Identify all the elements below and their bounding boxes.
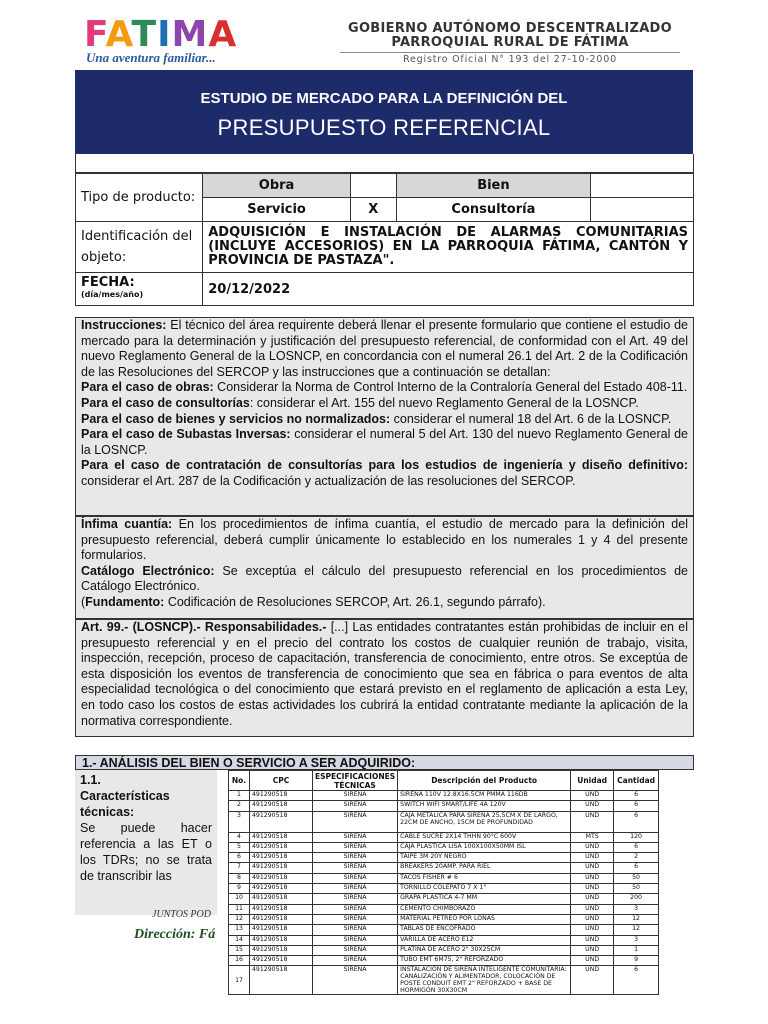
row-unit: UND xyxy=(571,801,614,811)
row-no: 1 xyxy=(229,791,250,801)
fundamento-lead: Fundamento: xyxy=(85,594,165,609)
table-row xyxy=(229,873,659,883)
row-cpc: 491290518 xyxy=(250,894,313,904)
table-row xyxy=(229,832,659,842)
row-specs: SIRENA xyxy=(313,894,398,904)
option-bien: Bien xyxy=(396,174,590,198)
row-quantity: 9 xyxy=(614,956,659,966)
row-quantity: 2 xyxy=(614,853,659,863)
row-quantity: 120 xyxy=(614,832,659,842)
obras-text: Considerar la Norma de Control Interno de la Contraloría General del Estado 408-11. xyxy=(213,380,688,395)
table-row xyxy=(229,945,659,955)
table-row xyxy=(229,956,659,966)
table-row xyxy=(229,935,659,945)
gov-line-2: PARROQUIAL RURAL DE FÁTIMA xyxy=(391,35,629,50)
row-cpc: 491290518 xyxy=(250,914,313,924)
product-table-header xyxy=(229,771,659,791)
bienes-lead: Para el caso de bienes y servicios no normalizados: xyxy=(81,411,391,426)
row-description: TACOS FISHER # 6 xyxy=(398,873,571,883)
row-no: 17 xyxy=(229,966,250,995)
ingenieria-text: considerar el Art. 287 de la Codificación y actualización de las resoluciones del SERCOP. xyxy=(81,473,576,488)
row-description: CAJA METÁLICA PARA SIRENA 25,5CM X DE LARGO, 22CM DE ANCHO, 15CM DE PROFUNDIDAD xyxy=(398,811,571,832)
catalogo-lead: Catálogo Electrónico: xyxy=(81,563,215,578)
table-row xyxy=(229,894,659,904)
row-specs: SIRENA xyxy=(313,832,398,842)
obras-lead: Para el caso de obras: xyxy=(81,380,214,395)
ingenieria-lead: Para el caso de contratación de consultorías para los estudios de ingeniería y diseño definitivo: xyxy=(81,458,688,473)
obra-check xyxy=(350,174,396,198)
row-quantity: 6 xyxy=(614,966,659,995)
row-unit: UND xyxy=(571,945,614,955)
fecha-label: FECHA: xyxy=(81,275,135,290)
consultorias-text: : considerar el Art. 155 del nuevo Reglamento General de la LOSNCP. xyxy=(249,395,639,410)
caracteristicas-text: Se puede hacer referencia a las ET o los TDRs; no se trata de transcribir las xyxy=(80,821,212,883)
gov-registry: Registro Oficial N° 193 del 27-10-2000 xyxy=(340,52,680,67)
row-description: CAJA PLÁSTICA LISA 100X100X50MM ISL xyxy=(398,842,571,852)
row-unit: UND xyxy=(571,791,614,801)
row-specs: SIRENA xyxy=(313,935,398,945)
table-row xyxy=(229,801,659,811)
row-specs: SIRENA xyxy=(313,811,398,832)
subastas-text: considerar el numeral 5 del Art. 130 del nuevo Reglamento General de la LOSNCP. xyxy=(81,427,689,457)
identificacion-label: Identificación del objeto: xyxy=(76,222,203,273)
row-quantity: 6 xyxy=(614,842,659,852)
letterhead xyxy=(0,0,768,70)
infima-text: En los procedimientos de ínfima cuantía, el estudio de mercado para la definición del presupuesto referencial, deberá cumplir únicamente lo establecido en los numerales 1 y 4 del presente formularios. xyxy=(81,517,688,563)
caracteristicas-cell xyxy=(75,770,217,915)
servicio-check: X xyxy=(350,198,396,222)
instrucciones-lead: Instrucciones: xyxy=(81,318,167,332)
row-specs: SIRENA xyxy=(313,873,398,883)
fecha-value: 20/12/2022 xyxy=(203,273,694,306)
catalogo-text: Se exceptúa el cálculo del presupuesto referencial en los procedimientos de Catálogo Electrónico. xyxy=(81,563,688,594)
row-description: TUBO EMT 6M75, 2" REFORZADO xyxy=(398,956,571,966)
row-description: VARILLA DE ACERO E12 xyxy=(398,935,571,945)
art99-text: [...] Las entidades contratantes están prohibidas de incluir en el presupuesto referencial y en el precio del contrato los costos de cualquier reunión de trabajo, visita, inspección, recepción, proceso de capacitación, transferencia de conocimiento, entre otros. Se exceptúa de esta disposición los eventos de transferencia de conocimiento que sea en fábrica o para eventos de alta especialidad tecnológica o del conocimiento que estará previsto en el reglamento de aplicación a esta Ley, en todo caso los costos de estas actividades los cubrirá la entidad contratante mediante la aplicación de la normativa correspondiente. xyxy=(81,620,688,728)
row-specs: SIRENA xyxy=(313,914,398,924)
row-no: 9 xyxy=(229,884,250,894)
row-cpc: 491290518 xyxy=(250,925,313,935)
row-quantity: 3 xyxy=(614,904,659,914)
option-servicio: Servicio xyxy=(203,198,351,222)
row-unit: UND xyxy=(571,935,614,945)
col-quantity: Cantidad xyxy=(614,771,659,791)
subastas-lead: Para el caso de Subastas Inversas: xyxy=(81,427,291,442)
row-no: 2 xyxy=(229,801,250,811)
row-description: GRAPA PLÁSTICA 4-7 MM xyxy=(398,894,571,904)
row-no: 7 xyxy=(229,863,250,873)
caracteristicas-num: 1.1. xyxy=(80,773,101,787)
row-no: 6 xyxy=(229,853,250,863)
row-no: 15 xyxy=(229,945,250,955)
row-specs: SIRENA xyxy=(313,925,398,935)
row-no: 8 xyxy=(229,873,250,883)
fundamento-open: ( xyxy=(81,594,86,609)
table-row xyxy=(229,863,659,873)
footer-address: Dirección: Fá xyxy=(134,927,216,942)
col-specs: ESPECIFICACIONES TÉCNICAS xyxy=(313,771,398,791)
row-specs: SIRENA xyxy=(313,966,398,995)
row-quantity: 50 xyxy=(614,873,659,883)
row-specs: SIRENA xyxy=(313,956,398,966)
fecha-label-cell xyxy=(76,273,203,306)
table-row xyxy=(229,811,659,832)
row-specs: SIRENA xyxy=(313,791,398,801)
identificacion-value: ADQUISICIÓN E INSTALACIÓN DE ALARMAS COMUNITARIAS (INCLUYE ACCESORIOS) EN LA PARROQUIA FÁTIMA, CANTÓN Y PROVINCIA DE PASTAZA". xyxy=(203,222,694,273)
fecha-format: (día/mes/año) xyxy=(81,290,144,299)
col-description: Descripción del Producto xyxy=(398,771,571,791)
row-quantity: 6 xyxy=(614,863,659,873)
row-quantity: 1 xyxy=(614,945,659,955)
instructions-section xyxy=(75,317,694,516)
row-unit: UND xyxy=(571,956,614,966)
gov-line-1: GOBIERNO AUTÓNOMO DESCENTRALIZADO xyxy=(347,21,673,36)
table-row xyxy=(229,884,659,894)
table-row xyxy=(229,791,659,801)
title-line-2: PRESUPUESTO REFERENCIAL xyxy=(217,115,551,140)
row-unit: UND xyxy=(571,853,614,863)
row-quantity: 50 xyxy=(614,884,659,894)
table-row xyxy=(229,904,659,914)
row-quantity: 3 xyxy=(614,935,659,945)
product-meta-table xyxy=(75,173,694,306)
col-cpc: CPC xyxy=(250,771,313,791)
title-line-1: ESTUDIO DE MERCADO PARA LA DEFINICIÓN DEL xyxy=(200,90,568,107)
row-quantity: 200 xyxy=(614,894,659,904)
row-description: TORNILLO COLEPATO 7 X 1" xyxy=(398,884,571,894)
row-quantity: 6 xyxy=(614,791,659,801)
row-description: CABLE SUCRE 2X14 THHN 90°C 600V xyxy=(398,832,571,842)
col-unit: Unidad xyxy=(571,771,614,791)
col-no: No. xyxy=(229,771,250,791)
table-row xyxy=(229,966,659,995)
row-specs: SIRENA xyxy=(313,853,398,863)
row-description: TABLAS DE ENCOFRADO xyxy=(398,925,571,935)
table-row xyxy=(229,914,659,924)
caracteristicas-lead: Características técnicas: xyxy=(80,789,170,819)
row-unit: UND xyxy=(571,884,614,894)
row-cpc: 491290518 xyxy=(250,801,313,811)
government-name xyxy=(300,22,720,67)
infima-lead: Ínfima cuantía: xyxy=(81,517,173,531)
tipo-producto-label: Tipo de producto: xyxy=(76,174,203,222)
option-consultoria: Consultoría xyxy=(396,198,590,222)
row-specs: SIRENA xyxy=(313,945,398,955)
row-cpc: 491290518 xyxy=(250,811,313,832)
row-no: 12 xyxy=(229,914,250,924)
row-cpc: 491290518 xyxy=(250,956,313,966)
table-row xyxy=(229,842,659,852)
bien-check xyxy=(591,174,694,198)
row-specs: SIRENA xyxy=(313,863,398,873)
row-unit: UND xyxy=(571,966,614,995)
row-unit: UND xyxy=(571,914,614,924)
row-no: 11 xyxy=(229,904,250,914)
row-specs: SIRENA xyxy=(313,884,398,894)
spacer-row xyxy=(75,154,694,173)
row-description: CEMENTO CHIMBORAZO xyxy=(398,904,571,914)
row-cpc: 491290518 xyxy=(250,884,313,894)
fundamento-text: Codificación de Resoluciones SERCOP, Art. 26.1, segundo párrafo). xyxy=(164,594,546,609)
row-cpc: 491290518 xyxy=(250,842,313,852)
product-table xyxy=(228,770,659,995)
row-specs: SIRENA xyxy=(313,904,398,914)
row-unit: UND xyxy=(571,894,614,904)
row-specs: SIRENA xyxy=(313,842,398,852)
row-unit: UND xyxy=(571,863,614,873)
consultorias-lead: Para el caso de consultorías xyxy=(81,395,250,410)
consultoria-check xyxy=(591,198,694,222)
table-row xyxy=(229,925,659,935)
row-unit: UND xyxy=(571,925,614,935)
row-cpc: 491290518 xyxy=(250,832,313,842)
row-unit: UND xyxy=(571,842,614,852)
row-no: 3 xyxy=(229,811,250,832)
row-specs: SIRENA xyxy=(313,801,398,811)
row-no: 10 xyxy=(229,894,250,904)
infima-section xyxy=(75,516,694,619)
row-description: INSTALACIÓN DE SIRENA INTELIGENTE COMUNITARIA: CANALIZACIÓN Y ALIMENTADOR, COLOCACIÓN DE POSTE CONDUIT EMT 2" REFORZADO + BASE DE HORMIGÓN 30X30CM xyxy=(398,966,571,995)
row-no: 5 xyxy=(229,842,250,852)
row-quantity: 12 xyxy=(614,925,659,935)
row-cpc: 491290518 xyxy=(250,966,313,995)
row-cpc: 491290518 xyxy=(250,863,313,873)
row-cpc: 491290518 xyxy=(250,945,313,955)
row-no: 16 xyxy=(229,956,250,966)
row-quantity: 12 xyxy=(614,914,659,924)
row-quantity: 6 xyxy=(614,811,659,832)
row-cpc: 491290518 xyxy=(250,935,313,945)
row-unit: UND xyxy=(571,904,614,914)
row-quantity: 6 xyxy=(614,801,659,811)
row-cpc: 491290518 xyxy=(250,873,313,883)
row-unit: UND xyxy=(571,811,614,832)
footer-motto: JUNTOS POD xyxy=(152,909,211,920)
row-description: SIRENA 110V 12.8X16.5CM PMMA 116DB xyxy=(398,791,571,801)
art99-section xyxy=(75,619,694,737)
row-description: BREAKERS 20AMP. PARA RIEL xyxy=(398,863,571,873)
row-cpc: 491290518 xyxy=(250,853,313,863)
fatima-logo: FATIMA xyxy=(84,14,238,55)
bienes-text: considerar el numeral 18 del Art. 6 de la LOSNCP. xyxy=(390,411,672,426)
table-row xyxy=(229,853,659,863)
row-no: 4 xyxy=(229,832,250,842)
slogan: Una aventura familiar... xyxy=(86,50,216,65)
row-description: MATERIAL PÉTREO POR LONAS xyxy=(398,914,571,924)
document-title-banner xyxy=(75,70,693,154)
art99-lead: Art. 99.- (LOSNCP).- Responsabilidades.- xyxy=(81,620,327,634)
analisis-heading: 1.- ANÁLISIS DEL BIEN O SERVICIO A SER ADQUIRIDO: xyxy=(75,755,694,770)
row-no: 14 xyxy=(229,935,250,945)
instrucciones-text: El técnico del área requirente deberá llenar el presente formulario que contiene el estudio de mercado para la determinación y justificación del presupuesto referencial, de conformidad con el Art. 49 del nuevo Reglamento General de la LOSNCP, en concordancia con el numeral 26.1 del Art. 2 de la Codificación de las Resoluciones del SERCOP y las instrucciones que a continuación se detallan: xyxy=(81,318,688,379)
row-unit: MTS xyxy=(571,832,614,842)
row-cpc: 491290518 xyxy=(250,791,313,801)
row-description: PLATINA DE ACERO 2" 30X25CM xyxy=(398,945,571,955)
row-description: SWITCH WIFI SMART/LIFE 4A 120V xyxy=(398,801,571,811)
row-cpc: 491290518 xyxy=(250,904,313,914)
row-unit: UND xyxy=(571,873,614,883)
option-obra: Obra xyxy=(203,174,351,198)
row-no: 13 xyxy=(229,925,250,935)
row-description: TAIPE 3M 20Y NEGRO xyxy=(398,853,571,863)
